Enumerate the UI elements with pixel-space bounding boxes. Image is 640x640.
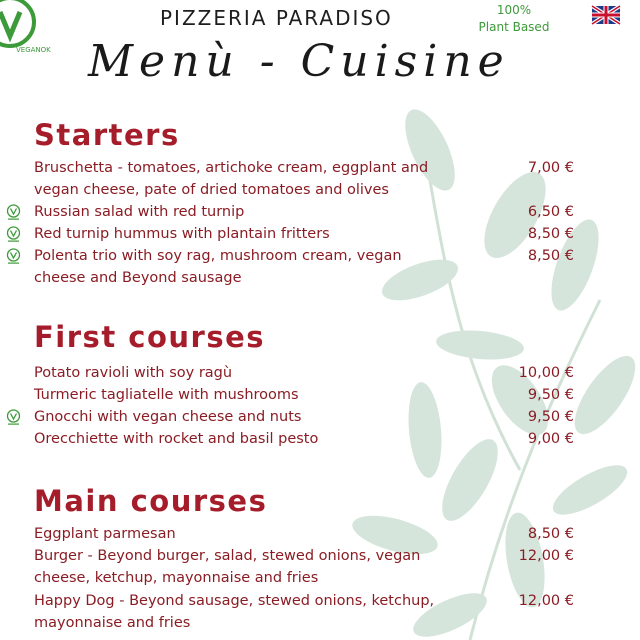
section-title-starters: Starters bbox=[34, 118, 180, 152]
item-price: 9,00 € bbox=[527, 431, 574, 447]
tagline-line1: 100% bbox=[496, 3, 532, 17]
menu-item bbox=[34, 201, 574, 223]
menu-item-continued bbox=[34, 267, 574, 289]
menu-item-continued bbox=[34, 567, 574, 589]
item-name: Red turnip hummus with plantain fritters bbox=[34, 226, 330, 242]
menu-item bbox=[34, 362, 574, 384]
item-name: mayonnaise and fries bbox=[34, 615, 191, 631]
item-price: 8,50 € bbox=[527, 526, 574, 542]
menu-item bbox=[34, 406, 574, 428]
item-name: Gnocchi with vegan cheese and nuts bbox=[34, 409, 302, 425]
tagline bbox=[462, 2, 566, 36]
menu-title: Menù - Cuisine bbox=[88, 36, 510, 87]
tagline-line2: Plant Based bbox=[478, 20, 550, 34]
item-name: Russian salad with red turnip bbox=[34, 204, 245, 220]
menu-item bbox=[34, 590, 574, 612]
menu-item-continued bbox=[34, 179, 574, 201]
item-price: 9,50 € bbox=[527, 387, 574, 403]
uk-flag-icon[interactable] bbox=[592, 6, 620, 24]
item-name: Turmeric tagliatelle with mushrooms bbox=[34, 387, 299, 403]
item-name: vegan cheese, pate of dried tomatoes and olives bbox=[34, 182, 389, 198]
item-price: 9,50 € bbox=[527, 409, 574, 425]
item-name: Burger - Beyond burger, salad, stewed onions, vegan bbox=[34, 548, 421, 564]
menu-item bbox=[34, 428, 574, 450]
item-name: Polenta trio with soy rag, mushroom cream, vegan bbox=[34, 248, 402, 264]
menu-item bbox=[34, 545, 574, 567]
section-title-main-courses: Main courses bbox=[34, 484, 268, 518]
section-title-first-courses: First courses bbox=[34, 320, 266, 354]
item-price: 8,50 € bbox=[527, 226, 574, 242]
item-price: 10,00 € bbox=[518, 365, 574, 381]
item-price: 12,00 € bbox=[518, 548, 574, 564]
menu-item bbox=[34, 245, 574, 267]
item-name: Bruschetta - tomatoes, artichoke cream, eggplant and bbox=[34, 160, 429, 176]
item-name: Orecchiette with rocket and basil pesto bbox=[34, 431, 319, 447]
menu-item-continued bbox=[34, 612, 574, 634]
item-name: Happy Dog - Beyond sausage, stewed onions, ketchup, bbox=[34, 593, 435, 609]
item-price: 8,50 € bbox=[527, 248, 574, 264]
vegan-badge-icon bbox=[6, 204, 21, 221]
vegan-badge-icon bbox=[6, 409, 21, 426]
vegan-badge-icon bbox=[6, 248, 21, 265]
item-name: Potato ravioli with soy ragù bbox=[34, 365, 233, 381]
veganok-logo bbox=[0, 0, 51, 58]
item-price: 6,50 € bbox=[527, 204, 574, 220]
restaurant-name: PIZZERIA PARADISO bbox=[160, 6, 393, 30]
item-price: 12,00 € bbox=[518, 593, 574, 609]
item-name: cheese, ketchup, mayonnaise and fries bbox=[34, 570, 319, 586]
item-price: 7,00 € bbox=[527, 160, 574, 176]
logo-text: VEGANOK bbox=[16, 46, 51, 54]
menu-item bbox=[34, 384, 574, 406]
item-name: cheese and Beyond sausage bbox=[34, 270, 242, 286]
item-name: Eggplant parmesan bbox=[34, 526, 176, 542]
menu-item bbox=[34, 523, 574, 545]
menu-item bbox=[34, 223, 574, 245]
vegan-badge-icon bbox=[6, 226, 21, 243]
menu-item bbox=[34, 157, 574, 179]
